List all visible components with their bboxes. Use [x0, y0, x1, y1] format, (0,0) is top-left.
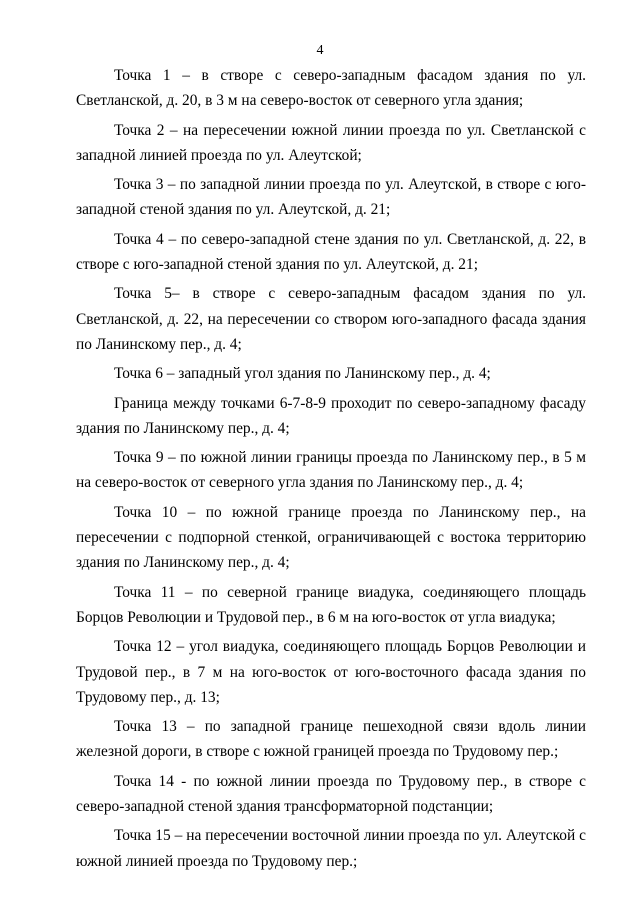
paragraph-point-14: Точка 14 - по южной линии проезда по Трудовому пер., в створе с северо-западной стеной здания трансформаторной подстанции; [76, 772, 586, 816]
paragraph-point-12: Точка 12 – угол виадука, соединяющего площадь Борцов Революции и Трудовой пер., в 7 м на юго-восток от юго-восточного фасада здания по Трудовому пер., д. 13; [76, 638, 586, 706]
paragraph-point-3: Точка 3 – по западной линии проезда по ул. Алеутской, в створе с юго-западной стеной здания по ул. Алеутской, д. 21; [76, 176, 586, 219]
paragraph-point-10: Точка 10 – по южной границе проезда по Ланинскому пер., на пересечении с подпорной стенкой, ограничивающей с востока территорию здания по Ланинскому пер., д. 4; [76, 503, 586, 572]
document-body [76, 63, 586, 878]
paragraph-point-2: Точка 2 – на пересечении южной линии проезда по ул. Светланской с западной линией проезда по ул. Алеутской; [76, 121, 586, 164]
paragraph-point-9: Точка 9 – по южной линии границы проезда по Ланинскому пер., в 5 м на северо-восток от северного угла здания по Ланинскому пер., д. 4; [76, 449, 586, 492]
paragraph-boundary-6-9: Граница между точками 6-7-8-9 проходит по северо-западному фасаду здания по Ланинскому пер., д. 4; [76, 394, 586, 437]
paragraph-point-13: Точка 13 – по западной границе пешеходной связи вдоль линии железной дороги, в створе с южной границей проезда по Трудовому пер.; [76, 718, 586, 761]
paragraph-point-15: Точка 15 – на пересечении восточной линии проезда по ул. Алеутской с южной линией проезда по Трудовому пер.; [76, 827, 586, 870]
paragraph-point-5: Точка 5– в створе с северо-западным фасадом здания по ул. Светланской, д. 22, на пересечении со створом юго-западного фасада здания по Ланинскому пер., д. 4; [76, 285, 586, 353]
paragraph-point-11: Точка 11 – по северной границе виадука, соединяющего площадь Борцов Революции и Трудовой пер., в 6 м на юго-восток от угла виадука; [76, 583, 586, 626]
paragraph-point-4: Точка 4 – по северо-западной стене здания по ул. Светланской, д. 22, в створе с юго-западной стеной здания по ул. Алеутской, д. 21; [76, 230, 586, 274]
paragraph-point-6: Точка 6 – западный угол здания по Ланинскому пер., д. 4; [114, 365, 491, 383]
page-number: 4 [316, 43, 324, 58]
paragraph-point-1: Точка 1 – в створе с северо-западным фасадом здания по ул. Светланской, д. 20, в 3 м на северо-восток от северного угла здания; [76, 67, 586, 110]
